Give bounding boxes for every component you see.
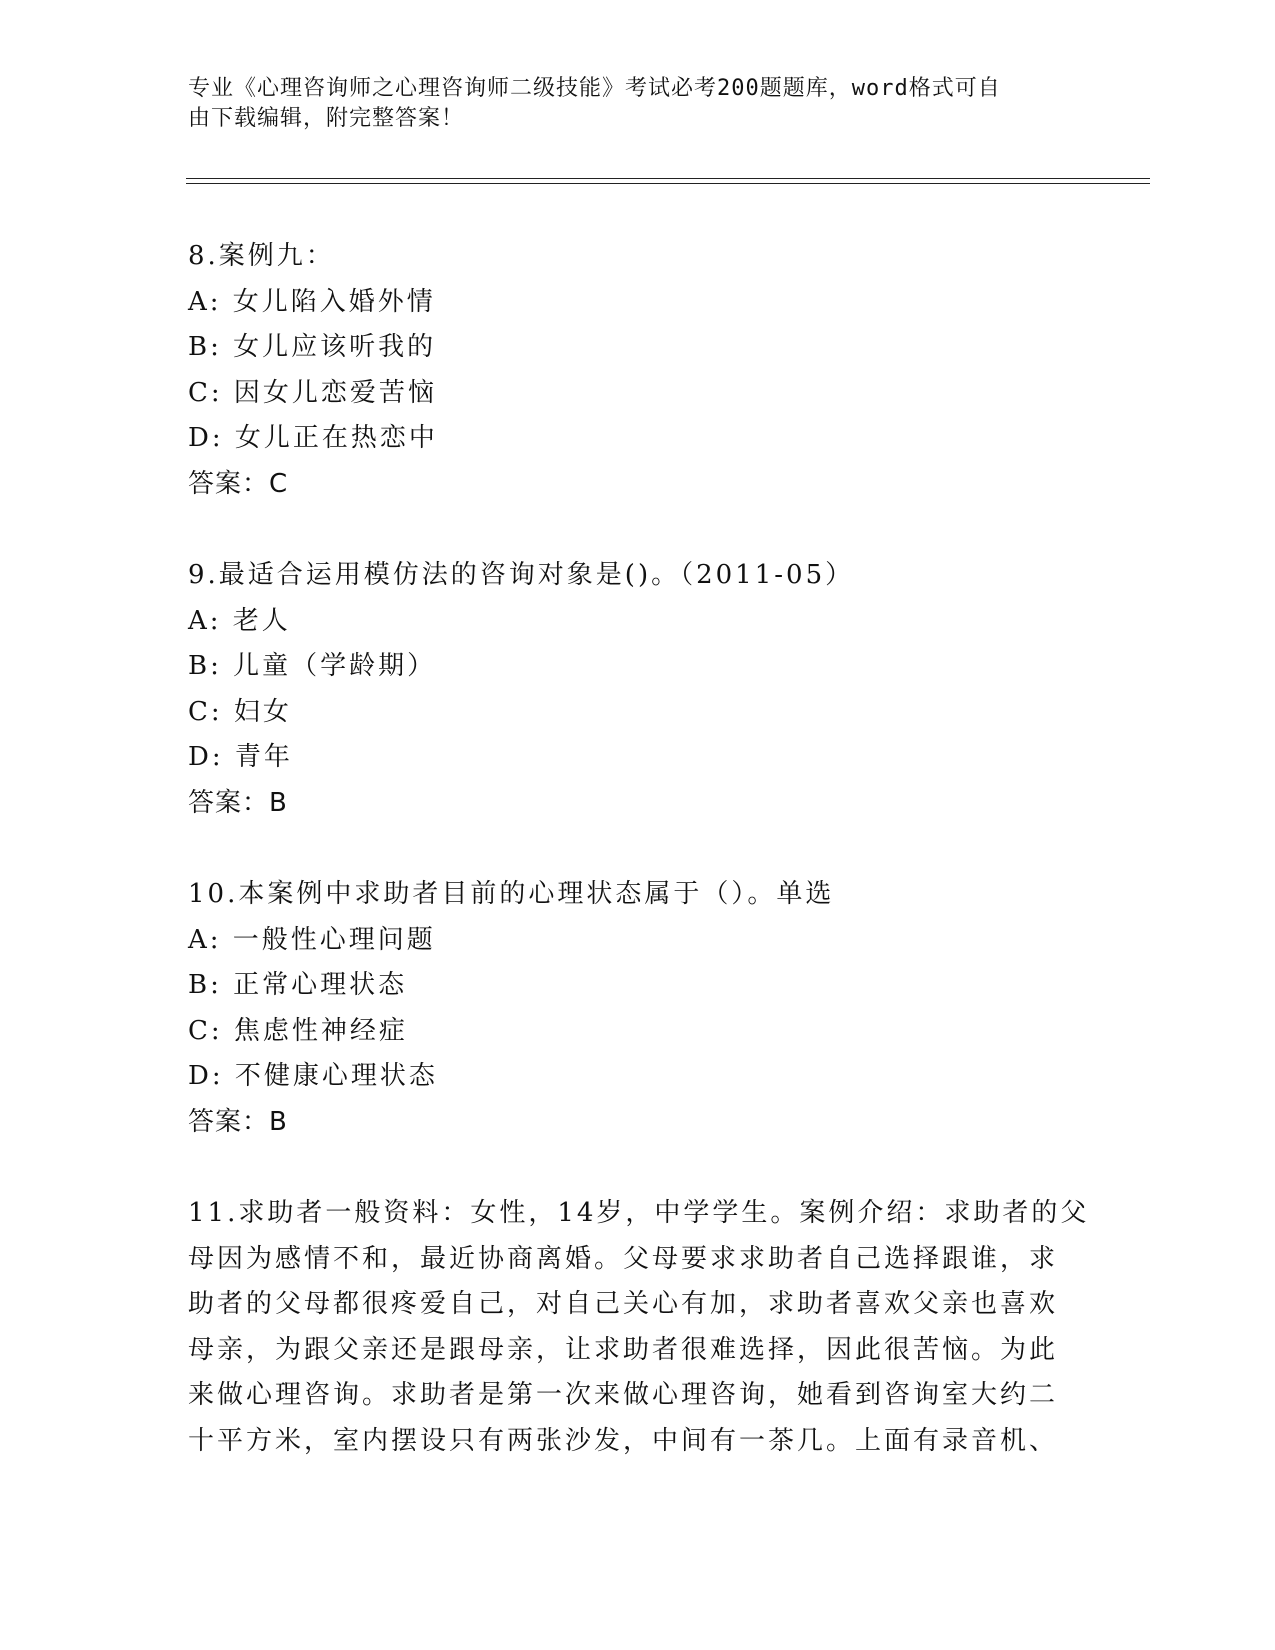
question-list bbox=[188, 234, 1088, 1464]
option-b: B: 正常心理状态 bbox=[188, 970, 408, 1000]
option-c: C: 焦虑性神经症 bbox=[188, 1015, 408, 1046]
question-8 bbox=[188, 234, 1088, 507]
option-a: A: 一般性心理问题 bbox=[188, 924, 436, 955]
question-stem: 8.案例九： bbox=[188, 241, 335, 271]
header-divider-bottom bbox=[186, 183, 1150, 184]
question-11-line: 母亲，为跟父亲还是跟母亲，让求助者很难选择，因此很苦恼。为此 bbox=[188, 1334, 1059, 1365]
question-9 bbox=[188, 553, 1088, 826]
option-b: B: 儿童（学龄期） bbox=[188, 651, 437, 681]
answer-label: 答案：C bbox=[188, 468, 289, 499]
option-b: B: 女儿应该听我的 bbox=[188, 332, 437, 362]
option-d: D: 不健康心理状态 bbox=[188, 1061, 438, 1091]
question-11-line: 十平方米，室内摆设只有两张沙发，中间有一茶几。上面有录音机、 bbox=[188, 1425, 1059, 1456]
option-a: A: 老人 bbox=[188, 605, 291, 636]
document-header bbox=[188, 74, 1078, 134]
question-11-line: 母因为感情不和，最近协商离婚。父母要求求助者自己选择跟谁，求 bbox=[188, 1243, 1059, 1274]
question-10 bbox=[188, 872, 1088, 1145]
option-c: C: 妇女 bbox=[188, 696, 292, 727]
question-stem: 10.本案例中求助者目前的心理状态属于（）。单选 bbox=[188, 879, 835, 909]
question-11-line: 来做心理咨询。求助者是第一次来做心理咨询，她看到咨询室大约二 bbox=[188, 1380, 1059, 1410]
option-d: D: 青年 bbox=[188, 742, 293, 772]
answer-label: 答案：B bbox=[188, 787, 288, 818]
header-line-2: 由下载编辑，附完整答案！ bbox=[188, 106, 465, 131]
header-line-1: 专业《心理咨询师之心理咨询师二级技能》考试必考200题题库，word格式可自 bbox=[188, 76, 1001, 101]
question-11-line: 助者的父母都很疼爱自己，对自己关心有加，求助者喜欢父亲也喜欢 bbox=[188, 1289, 1059, 1319]
answer-label: 答案：B bbox=[188, 1106, 288, 1137]
option-c: C: 因女儿恋爱苦恼 bbox=[188, 377, 437, 408]
question-stem: 9.最适合运用模仿法的咨询对象是()。（2011-05） bbox=[188, 560, 855, 590]
question-11 bbox=[188, 1191, 1088, 1464]
question-11-line: 11.求助者一般资料：女性，14岁，中学学生。案例介绍：求助者的父 bbox=[188, 1198, 1090, 1228]
option-d: D: 女儿正在热恋中 bbox=[188, 423, 438, 453]
option-a: A: 女儿陷入婚外情 bbox=[188, 286, 436, 317]
header-divider-top bbox=[186, 178, 1150, 179]
